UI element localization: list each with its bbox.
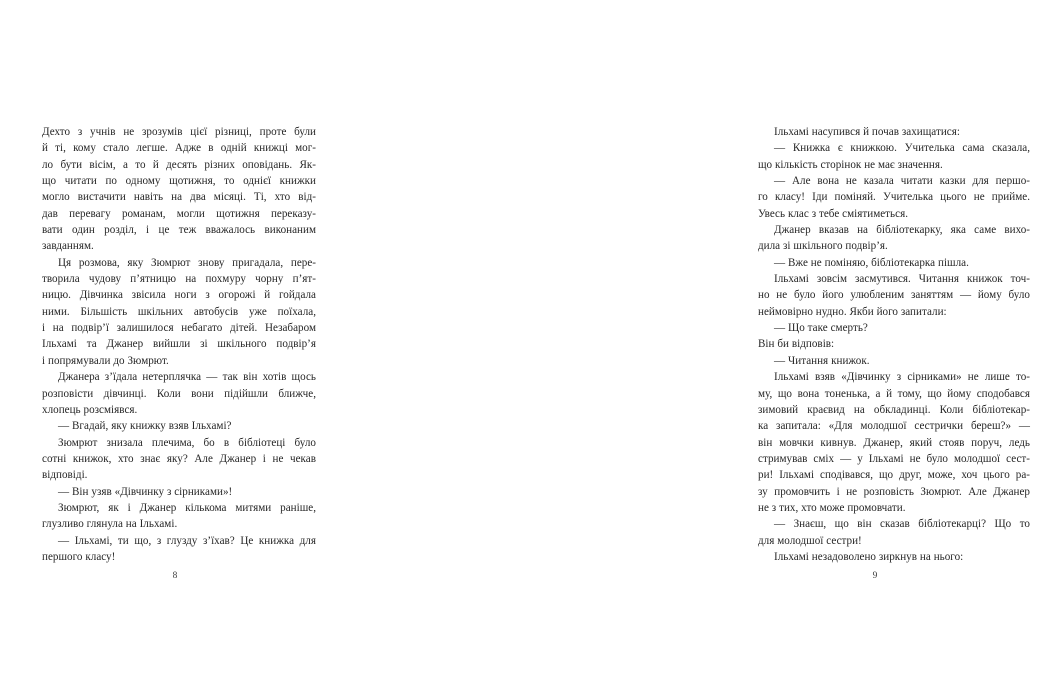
text-line: Ільхамі насупився й почав захищатися: (774, 126, 960, 138)
text-line: завданням. (42, 240, 94, 253)
paragraph (758, 353, 1030, 369)
text-line: Зюмрют, як і Джанер кількома митями раніше, (58, 501, 316, 514)
text-line: Увесь клас з тебе сміятиметься. (758, 207, 908, 220)
text-line: ними. Більшість шкільних автобусів уже поїхала, (42, 305, 316, 318)
paragraph (758, 271, 1030, 320)
paragraph (42, 533, 316, 566)
text-line: Ільхамі взяв «Дівчинку з сірниками» не лише то- (774, 371, 1030, 384)
paragraph (758, 140, 1030, 173)
page-number-left: 8 (172, 571, 178, 581)
text-line: стримував сміх — у Ільхамі не було молодшої сест- (758, 452, 1030, 465)
text-line: дила зі шкільного подвір’я. (758, 240, 888, 253)
paragraph (758, 320, 1030, 336)
page-left (0, 0, 350, 700)
text-line: му, що вона тоненька, а й тому, що йому сподобався (758, 387, 1030, 400)
page-right (350, 0, 1030, 700)
paragraph (758, 255, 1030, 271)
text-line: ло бути вісім, а то й десять різних оповідань. Як- (42, 158, 316, 171)
paragraph (42, 435, 316, 484)
text-line: дав перевагу романам, могли щотижня переказу- (42, 207, 316, 220)
text-line: Джанер вказав на бібліотекарку, яка саме вихо- (774, 224, 1030, 237)
text-line: Дехто з учнів не зрозумів цієї різниці, проте були (42, 126, 316, 138)
paragraph (758, 173, 1030, 222)
text-line: — Знаєш, що він сказав бібліотекарці? Що то (774, 518, 1030, 531)
paragraph (758, 222, 1030, 255)
text-line: Ця розмова, яку Зюмрют знову пригадала, пере- (58, 256, 316, 269)
right-page-textblock (758, 124, 1030, 565)
left-page-textblock (42, 124, 316, 565)
text-line: — Що таке смерть? (774, 322, 868, 335)
text-line: Ільхамі зовсім засмутився. Читання книжок точ- (774, 273, 1030, 286)
text-line: хлопець розсміявся. (42, 403, 138, 416)
page-number-right: 9 (872, 571, 878, 581)
text-line: — Але вона не казала читати казки для першо- (774, 175, 1030, 188)
text-line: Він би відповів: (758, 338, 835, 351)
text-line: ка запитала: «Для молодшої сестрички береш?» — (758, 420, 1030, 433)
text-line: ри! Ільхамі сподівався, що друг, може, хоч цього ра- (758, 469, 1030, 482)
text-line: зу промовчить і не розповість Зюмрют. Але Джанер (758, 485, 1030, 498)
paragraph (42, 484, 316, 500)
text-line: і на подвір’ї залишилося небагато дітей. Незабаром (42, 322, 316, 335)
paragraph (42, 369, 316, 418)
text-line: він мовчки кивнув. Джанер, який стояв поруч, ледь (758, 436, 1030, 449)
text-line: Ільхамі та Джанер вийшли зі шкільного подвір’я (42, 338, 316, 351)
text-line: — Вгадай, яку книжку взяв Ільхамі? (58, 420, 232, 433)
paragraph (42, 124, 316, 255)
text-line: творила чудову п’ятницю на похмуру чорну п’ят- (42, 273, 316, 286)
text-line: — Читання книжок. (774, 354, 870, 367)
text-line: но не було його улюбленим заняттям — йому було (758, 289, 1030, 302)
text-line: й ті, кому стало легше. Адже в одній книжці мог- (42, 142, 316, 155)
text-line: — Вже не поміняю, бібліотекарка пішла. (774, 256, 969, 269)
text-line: Зюмрют знизала плечима, бо в бібліотеці було (58, 436, 316, 449)
paragraph (758, 369, 1030, 516)
paragraph (42, 418, 316, 434)
text-line: першого класу! (42, 550, 116, 563)
text-line: — Ільхамі, ти що, з глузду з’їхав? Це книжка для (58, 534, 316, 547)
text-line: вати один розділ, і це теж вважалось виконаним (42, 224, 316, 237)
paragraph (758, 336, 1030, 352)
text-line: могло вистачити навіть на два місяці. Ті, хто від- (42, 191, 316, 204)
text-line: Ільхамі незадоволено зиркнув на нього: (774, 550, 964, 563)
text-line: зимовий краєвид на обкладинці. Коли бібліотекар- (758, 403, 1030, 416)
text-line: Джанера з’їдала нетерплячка — так він хотів щось (58, 371, 316, 384)
paragraph (758, 124, 1030, 140)
text-line: го класу! Іди поміняй. Учителька цього не прийме. (758, 191, 1030, 204)
text-line: — Книжка є книжкою. Учителька сама сказала, (774, 142, 1030, 155)
text-line: сотні книжок, хто знає яку? Але Джанер і не чекав (42, 452, 316, 465)
paragraph (42, 255, 316, 369)
text-line: що кількість сторінок не має значення. (758, 158, 943, 171)
text-line: для молодшої сестри! (758, 534, 862, 547)
text-line: відповіді. (42, 469, 88, 482)
text-line: розповісти дівчинці. Коли вони підійшли ближче, (42, 387, 316, 400)
text-line: неймовірно нудно. Якби його запитали: (758, 305, 947, 318)
paragraph (758, 516, 1030, 549)
paragraph (42, 500, 316, 533)
text-line: глузливо глянула на Ільхамі. (42, 518, 178, 531)
text-line: і попрямували до Зюмрют. (42, 354, 169, 367)
text-line: що читати по одному щотижня, то однієї книжки (42, 175, 316, 188)
text-line: ницю. Дівчинка звісила ноги з огорожі й гойдала (42, 289, 316, 302)
paragraph (758, 549, 1030, 565)
text-line: не з тих, хто може промовчати. (758, 501, 906, 514)
text-line: — Він узяв «Дівчинку з сірниками»! (58, 485, 233, 498)
